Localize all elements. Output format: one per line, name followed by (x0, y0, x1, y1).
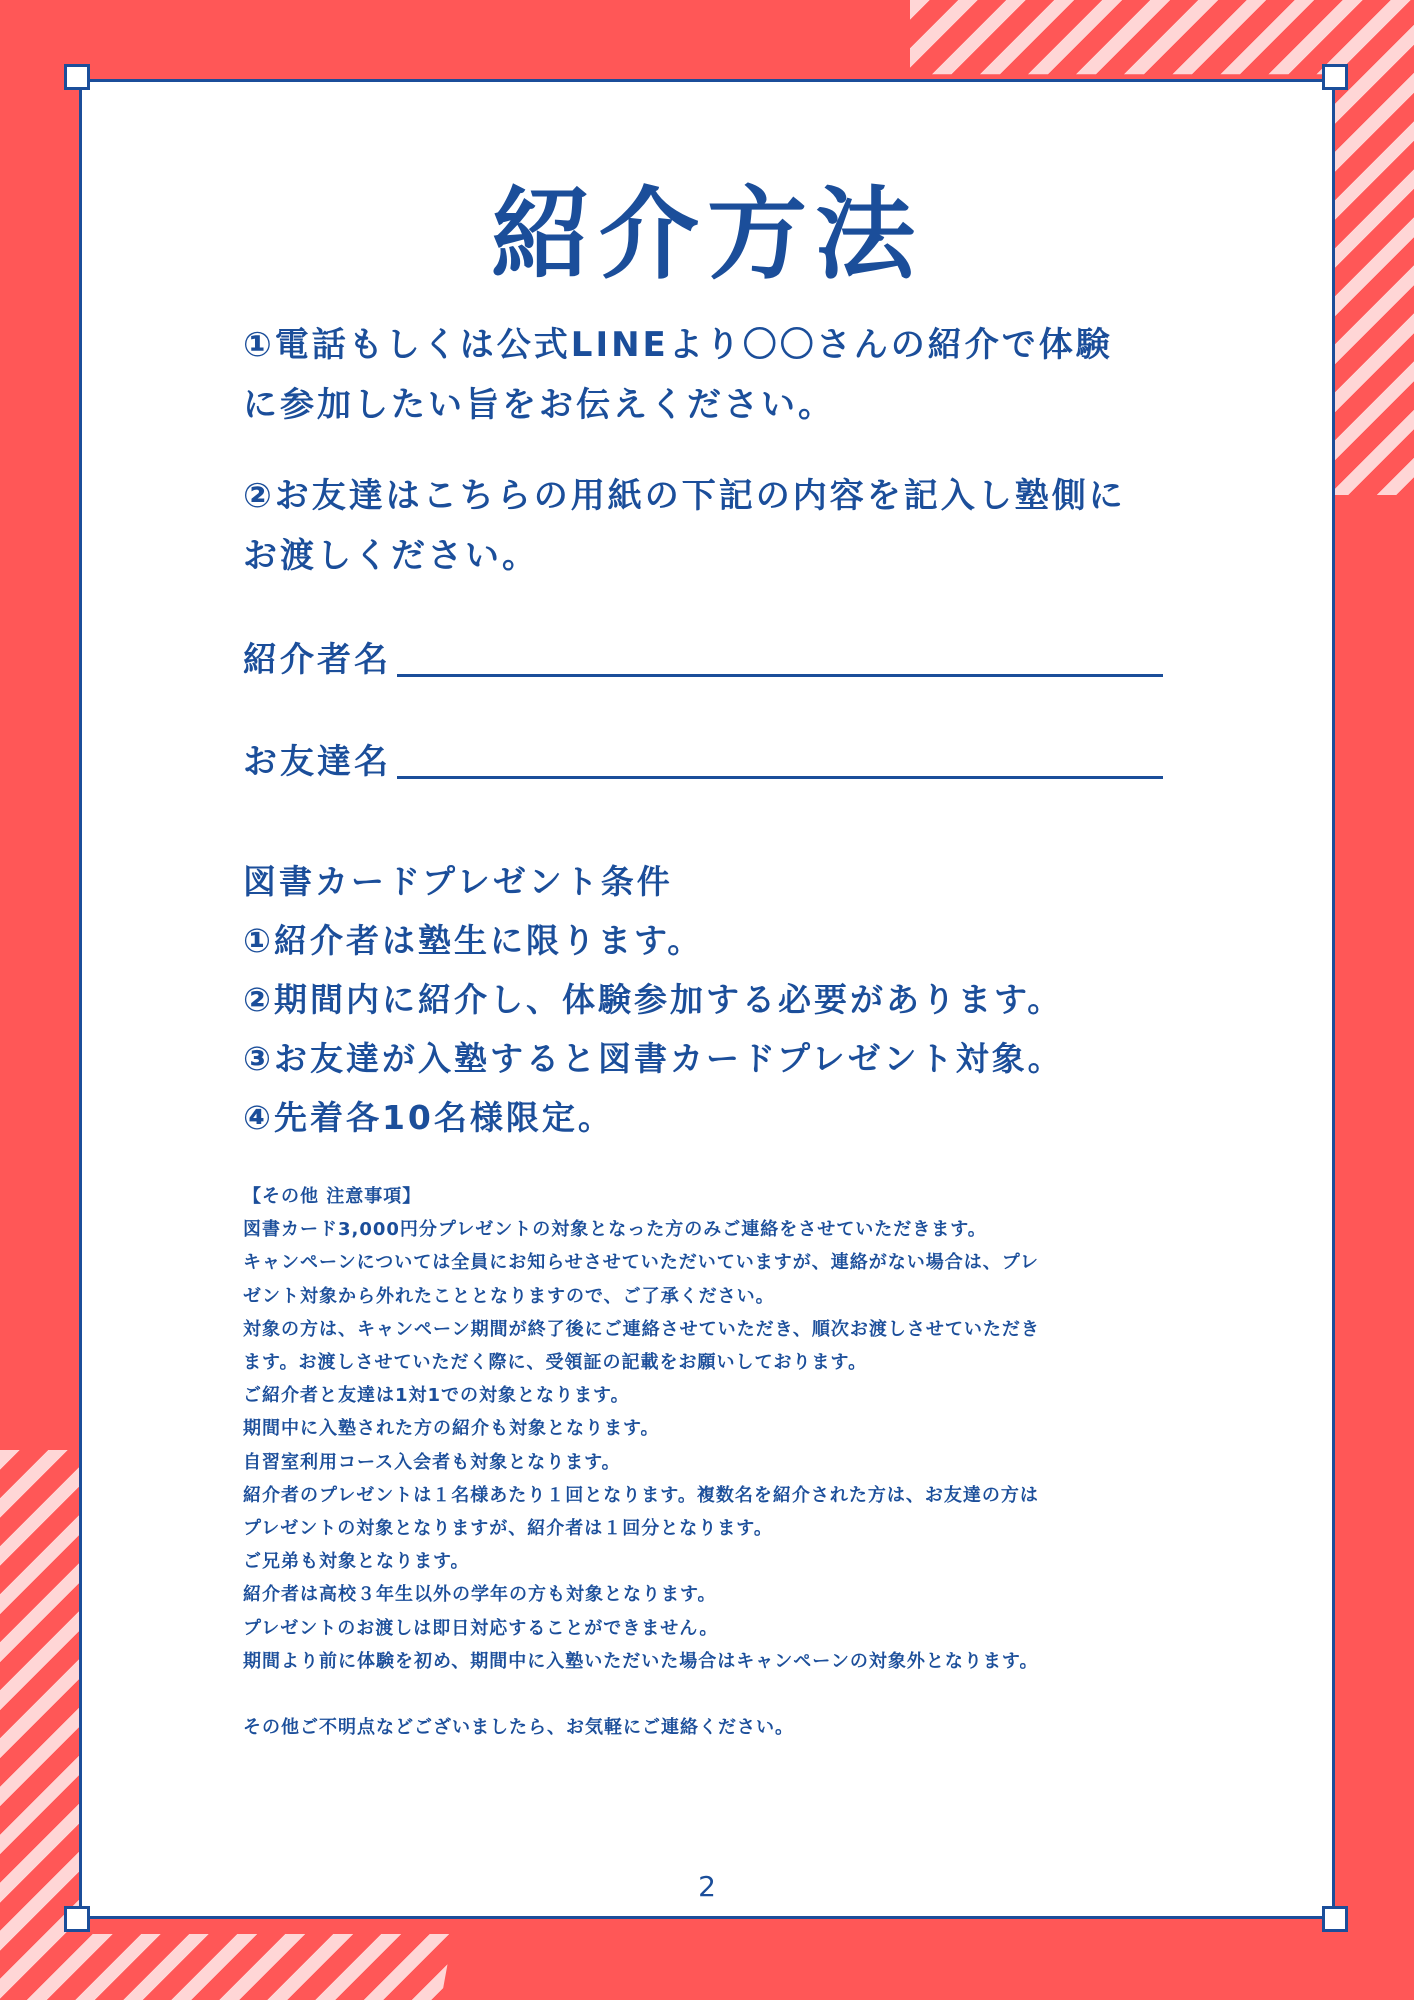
corner-handle-bottom-right (1322, 1906, 1348, 1932)
corner-handle-top-left (64, 64, 90, 90)
step-2 (243, 466, 1178, 586)
note-line: 紹介者は高校３年生以外の学年の方も対象となります。 (243, 1584, 717, 1606)
note-line: 対象の方は、キャンペーン期間が終了後にご連絡させていただき、順次お渡しさせていただき (243, 1318, 1040, 1340)
note-line: 期間より前に体験を初め、期間中に入塾いただいた場合はキャンペーンの対象外となります。 (243, 1650, 1039, 1672)
page-number: 2 (698, 1870, 716, 1903)
notes-spacer (243, 1678, 1183, 1711)
note-line: ご兄弟も対象となります。 (243, 1551, 470, 1573)
note-line: ゼント対象から外れたこととなりますので、ご了承ください。 (243, 1285, 775, 1307)
note-line: プレゼントの対象となりますが、紹介者は１回分となります。 (243, 1518, 773, 1540)
note-line: 図書カード3,000円分プレゼントの対象となった方のみご連絡をさせていただきます。 (243, 1219, 987, 1241)
note-line: ます。お渡しさせていただく際に、受領証の記載をお願いしております。 (243, 1352, 868, 1374)
friend-name-label: お友達名 (243, 742, 391, 782)
introducer-name-blank[interactable] (397, 671, 1163, 677)
friend-name-field[interactable] (243, 734, 1163, 783)
page-title: 紹介方法 (491, 176, 923, 293)
notes-closing: その他ご不明点などございましたら、お気軽にご連絡ください。 (243, 1717, 794, 1739)
note-line: 自習室利用コース入会者も対象となります。 (243, 1451, 621, 1473)
condition-item: ①紹介者は塾生に限ります。 (243, 921, 704, 960)
step-1 (243, 315, 1178, 435)
friend-name-blank[interactable] (397, 773, 1163, 779)
note-line: ご紹介者と友達は1対1での対象となります。 (243, 1385, 630, 1407)
note-line: プレゼントのお渡しは即日対応することができません。 (243, 1617, 719, 1639)
condition-item: ③お友達が入塾すると図書カードプレゼント対象。 (243, 1039, 1064, 1078)
corner-handle-top-right (1322, 64, 1348, 90)
note-line: 期間中に入塾された方の紹介も対象となります。 (243, 1418, 660, 1440)
conditions-section (243, 852, 1183, 1147)
step-2-line-1: ②お友達はこちらの用紙の下記の内容を記入し塾側に (243, 476, 1126, 516)
condition-item: ④先着各10名様限定。 (243, 1098, 614, 1137)
notes-heading: 【その他 注意事項】 (243, 1186, 422, 1207)
conditions-heading: 図書カードプレゼント条件 (243, 862, 673, 901)
step-2-line-2: お渡しください。 (243, 536, 539, 576)
note-line: 紹介者のプレゼントは１名様あたり１回となります。複数名を紹介された方は、お友達の方は (243, 1484, 1039, 1506)
step-1-line-2: に参加したい旨をお伝えください。 (243, 385, 835, 425)
notes-section (243, 1180, 1183, 1744)
step-1-line-1: ①電話もしくは公式LINEより〇〇さんの紹介で体験 (243, 325, 1113, 365)
introducer-name-field[interactable] (243, 632, 1163, 681)
introducer-name-label: 紹介者名 (243, 640, 391, 680)
note-line: キャンペーンについては全員にお知らせさせていただいていますが、連絡がない場合は、プレ (243, 1252, 1040, 1274)
corner-handle-bottom-left (64, 1906, 90, 1932)
condition-item: ②期間内に紹介し、体験参加する必要があります。 (243, 980, 1064, 1019)
